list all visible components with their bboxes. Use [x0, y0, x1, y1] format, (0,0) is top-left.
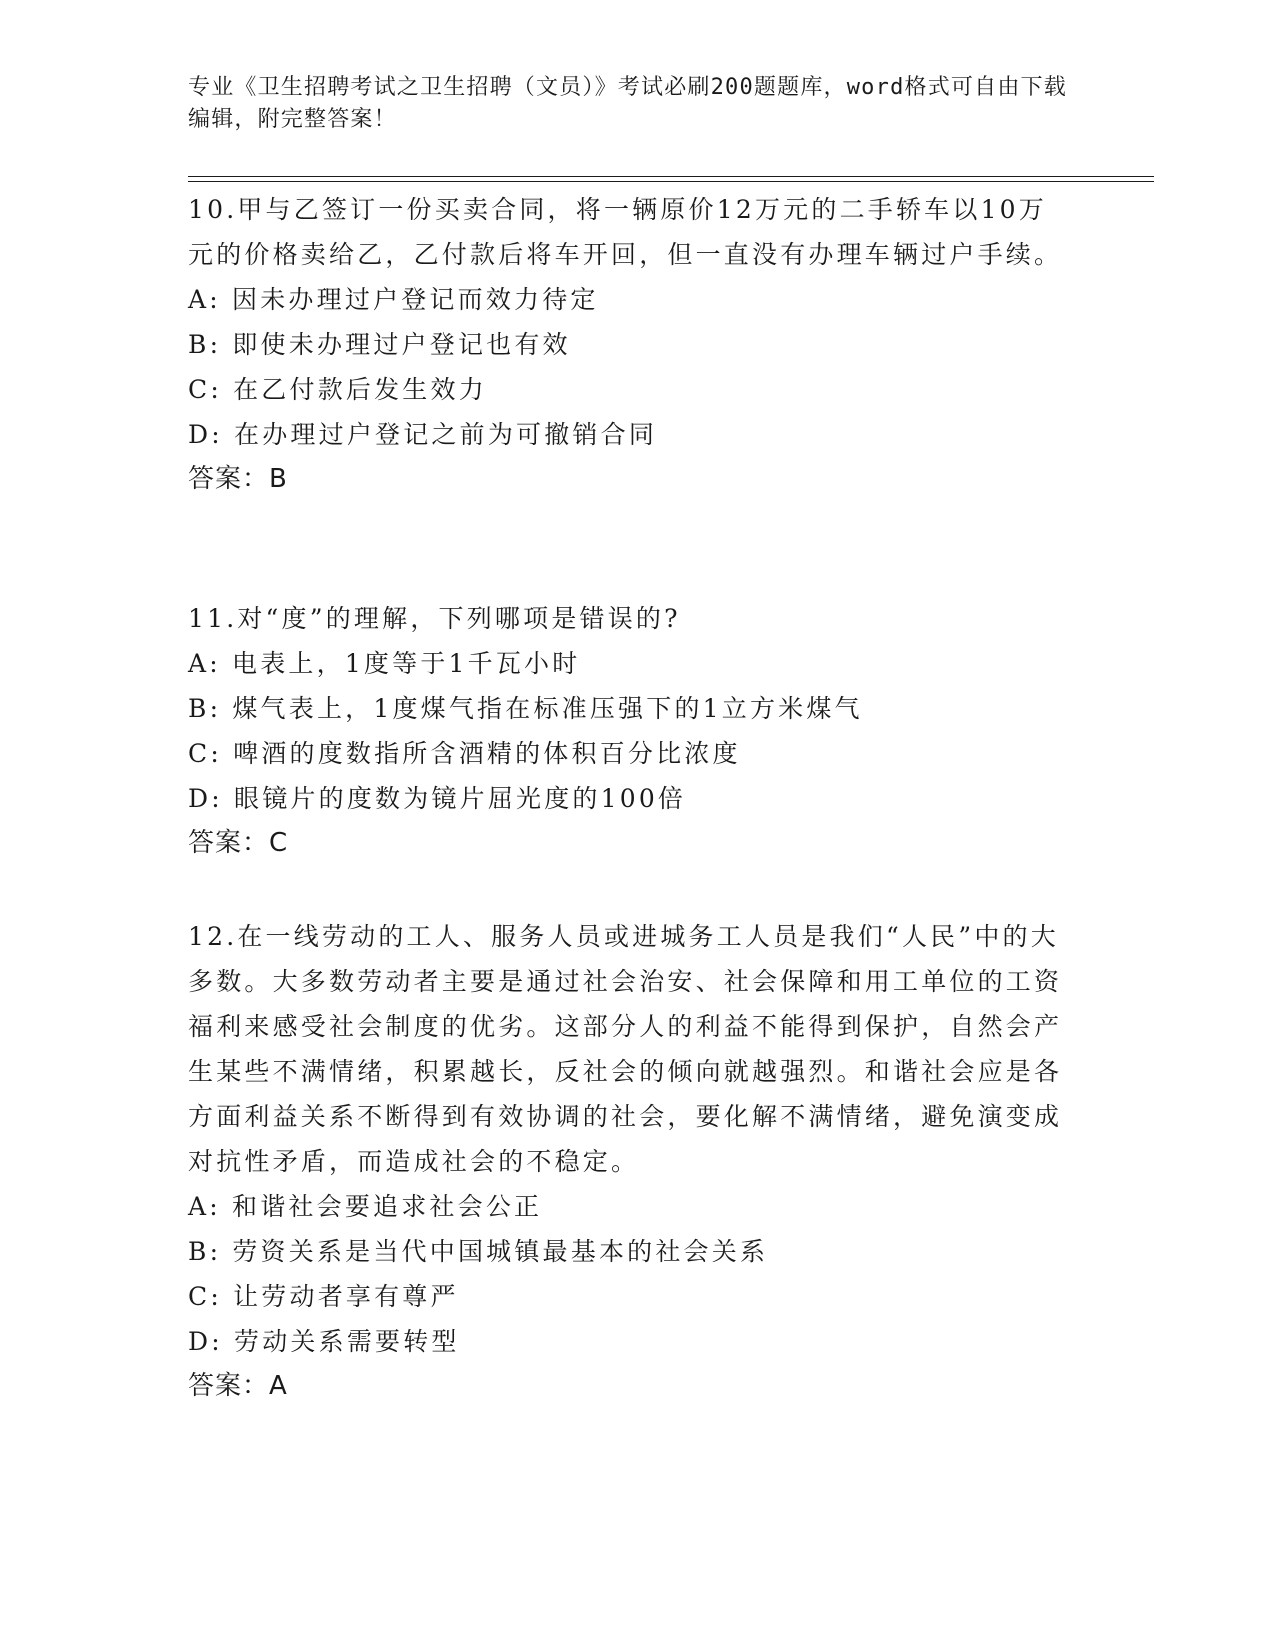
option-a: A: 因未办理过户登记而效力待定: [188, 285, 599, 314]
question-stem: 11.对“度”的理解，下列哪项是错误的?: [188, 604, 681, 633]
question-11: [188, 596, 1068, 866]
question-10: [188, 187, 1068, 502]
document-header: 专业《卫生招聘考试之卫生招聘（文员）》考试必刷200题题库，word格式可自由下载编辑，附完整答案！: [188, 75, 1067, 132]
option-a: A: 电表上，1度等于1千瓦小时: [188, 649, 581, 678]
answer-label: 答案：A: [188, 1371, 288, 1401]
option-c: C: 啤酒的度数指所含酒精的体积百分比浓度: [188, 739, 741, 768]
answer-label: 答案：C: [188, 828, 289, 858]
option-d: D: 眼镜片的度数为镜片屈光度的100倍: [188, 784, 687, 813]
option-b: B: 煤气表上，1度煤气指在标准压强下的1立方米煤气: [188, 694, 863, 723]
option-b: B: 即使未办理过户登记也有效: [188, 330, 571, 359]
option-b: B: 劳资关系是当代中国城镇最基本的社会关系: [188, 1237, 769, 1266]
answer-label: 答案：B: [188, 464, 288, 494]
option-c: C: 让劳动者享有尊严: [188, 1282, 459, 1311]
question-stem: 12.在一线劳动的工人、服务人员或进城务工人员是我们“人民”中的大多数。大多数劳动者主要是通过社会治安、社会保障和用工单位的工资福利来感受社会制度的优劣。这部分人的利益不能得到保护，自然会产生某些不满情绪，积累越长，反社会的倾向就越强烈。和谐社会应是各方面利益关系不断得到有效协调的社会，要化解不满情绪，避免演变成对抗性矛盾，而造成社会的不稳定。: [188, 922, 1063, 1176]
question-12: [188, 914, 1068, 1409]
header-divider-top: [188, 176, 1154, 177]
option-c: C: 在乙付款后发生效力: [188, 375, 487, 404]
option-d: D: 劳动关系需要转型: [188, 1327, 460, 1356]
question-stem: 10.甲与乙签订一份买卖合同，将一辆原价12万元的二手轿车以10万元的价格卖给乙，乙付款后将车开回，但一直没有办理车辆过户手续。: [188, 195, 1063, 269]
option-d: D: 在办理过户登记之前为可撤销合同: [188, 420, 658, 449]
header-divider-bottom: [188, 181, 1154, 182]
option-a: A: 和谐社会要追求社会公正: [188, 1192, 543, 1221]
